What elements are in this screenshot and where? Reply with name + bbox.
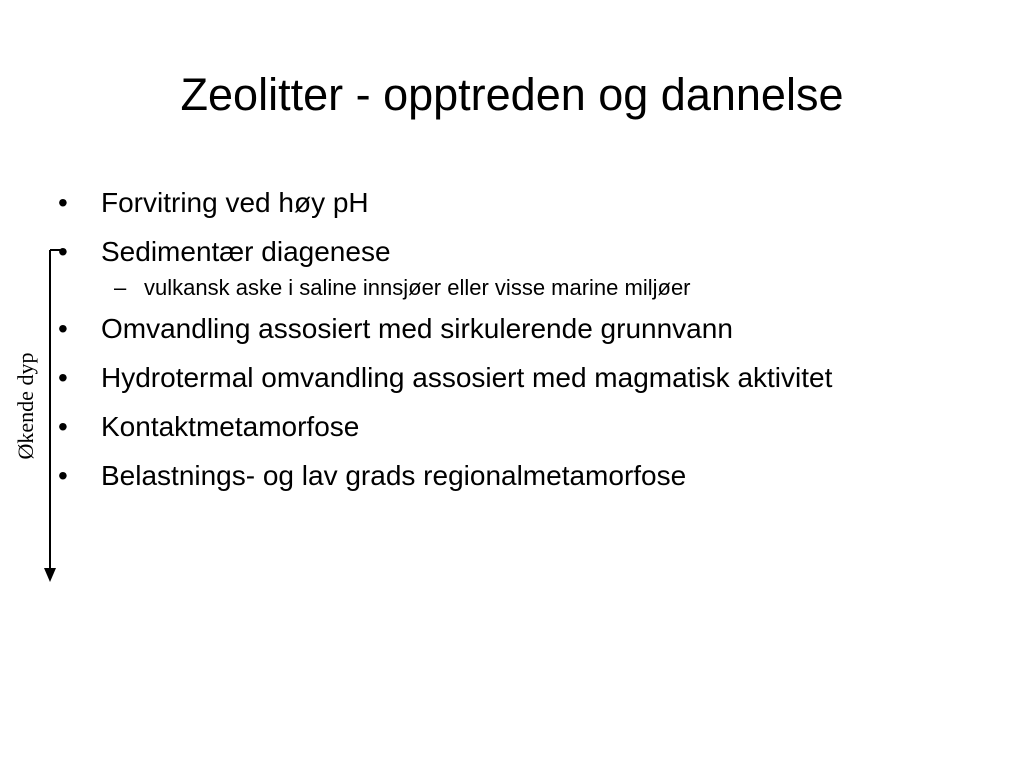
- bullet-item: [58, 312, 958, 346]
- bullet-item: [58, 410, 958, 444]
- bullet-text: Omvandling assosiert med sirkulerende grunnvann: [101, 313, 733, 344]
- sub-bullet-list: [101, 274, 958, 302]
- bullet-item: [58, 459, 958, 493]
- bullet-text: Forvitring ved høy pH: [101, 187, 369, 218]
- bullet-text: Kontaktmetamorfose: [101, 411, 360, 442]
- bullet-list: [58, 186, 958, 508]
- depth-label: Økende dyp: [13, 352, 38, 460]
- sub-bullet-marker: –: [114, 275, 127, 300]
- bullet-marker: •: [58, 187, 68, 218]
- bullet-item: [58, 186, 958, 220]
- bullet-text: Hydrotermal omvandling assosiert med magmatisk aktivitet: [101, 362, 833, 393]
- bullet-item: [58, 235, 958, 302]
- bullet-marker: •: [58, 362, 68, 393]
- bullet-item: [58, 361, 958, 395]
- bullet-marker: •: [58, 313, 68, 344]
- depth-arrowhead: [44, 568, 56, 582]
- bullet-marker: •: [58, 460, 68, 491]
- bullet-text: Belastnings- og lav grads regionalmetamorfose: [101, 460, 687, 491]
- sub-bullet-item: [100, 274, 958, 302]
- bullet-marker: •: [58, 236, 68, 267]
- slide-title: Zeolitter - opptreden og dannelse: [180, 69, 844, 120]
- bullet-text: Sedimentær diagenese: [101, 236, 391, 267]
- sub-bullet-text: vulkansk aske i saline innsjøer eller visse marine miljøer: [144, 275, 691, 300]
- bullet-marker: •: [58, 411, 68, 442]
